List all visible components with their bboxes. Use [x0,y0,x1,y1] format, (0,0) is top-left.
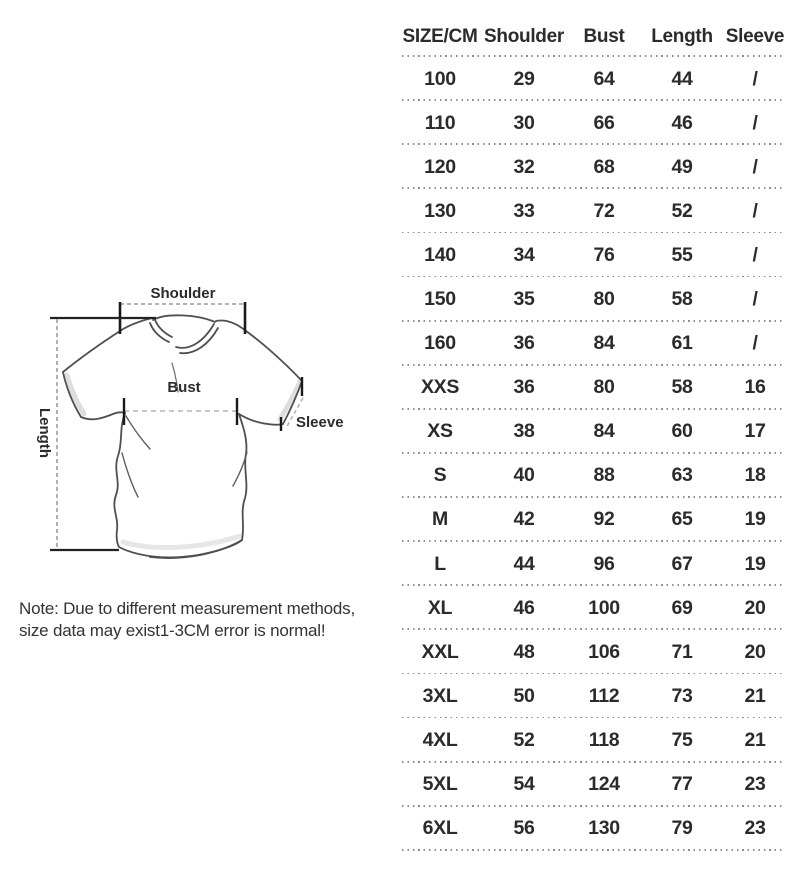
table-cell: 58 [671,288,693,311]
table-cell: 88 [593,464,615,487]
table-cell: 54 [513,773,535,796]
size-table [398,17,788,851]
table-cell: 52 [671,199,693,222]
table-cell: M [432,508,448,531]
table-cell: 19 [744,552,766,575]
table-row [398,101,788,145]
table-cell: / [752,288,758,311]
table-cell: 112 [588,684,620,707]
table-row [398,674,788,718]
table-cell: 21 [744,728,766,751]
table-row [398,542,788,586]
bust-dimension-line [124,379,238,425]
table-cell: 79 [671,817,693,840]
table-cell: 46 [513,596,535,619]
size-table-header-row [398,17,788,57]
table-cell: 20 [744,640,766,663]
measurement-note-line2: size data may exist1-3CM error is normal! [19,620,326,640]
table-cell: 80 [593,376,615,399]
measurement-note-line1: Note: Due to different measurement methods, [19,599,355,618]
table-cell: 75 [671,728,693,751]
table-cell: 30 [513,111,535,134]
table-row [398,366,788,410]
table-row [398,498,788,542]
table-cell: 100 [424,67,456,90]
table-cell: 106 [588,640,620,663]
size-table-body [398,57,788,851]
table-row [398,322,788,366]
table-cell: 36 [513,376,535,399]
table-cell: 21 [744,684,766,707]
table-cell: 38 [513,420,535,443]
table-cell: 110 [424,111,456,134]
table-cell: 17 [744,420,766,443]
table-cell: / [752,67,758,90]
tshirt-highlight-bands [67,375,300,548]
table-cell: 63 [671,464,693,487]
table-cell: 120 [424,155,456,178]
table-cell: 73 [671,684,693,707]
table-row [398,233,788,277]
table-row [398,454,788,498]
table-cell: 150 [424,288,456,311]
column-header-sleeve: Sleeve [725,26,785,47]
table-cell: 44 [671,67,693,90]
table-cell: 77 [671,773,693,796]
table-cell: L [434,552,446,575]
table-cell: / [752,243,758,266]
table-cell: 33 [513,199,535,222]
column-header-bust: Bust [583,26,625,47]
table-cell: 124 [588,773,620,796]
table-cell: 92 [593,508,615,531]
tshirt-diagram [0,270,395,590]
table-cell: 20 [744,596,766,619]
table-cell: 5XL [422,773,458,796]
table-cell: 40 [513,464,535,487]
table-cell: 42 [513,508,535,531]
table-cell: 48 [513,640,535,663]
table-cell: 32 [513,155,535,178]
table-cell: 46 [671,111,693,134]
table-cell: 68 [593,155,615,178]
table-cell: 67 [671,552,693,575]
table-cell: 60 [671,420,693,443]
table-cell: 130 [424,199,456,222]
table-cell: / [752,111,758,134]
table-cell: 58 [671,376,693,399]
table-cell: 35 [513,288,535,311]
table-cell: 56 [513,817,535,840]
table-row [398,189,788,233]
table-cell: / [752,332,758,355]
table-row [398,145,788,189]
table-cell: 6XL [422,817,458,840]
table-cell: 44 [513,552,535,575]
table-cell: 130 [588,817,620,840]
column-header-length: Length [651,26,713,47]
table-cell: 84 [593,420,615,443]
table-cell: 49 [671,155,693,178]
table-cell: 100 [588,596,620,619]
table-row [398,57,788,101]
table-cell: 34 [513,243,535,266]
column-header-size: SIZE/CM [402,26,478,47]
table-cell: 69 [671,596,693,619]
table-cell: 52 [513,728,535,751]
table-cell: 140 [424,243,456,266]
table-cell: 71 [671,640,693,663]
table-cell: 3XL [422,684,458,707]
shoulder-label: Shoulder [150,285,216,302]
table-cell: XL [427,596,453,619]
table-cell: 76 [593,243,615,266]
table-row [398,763,788,807]
table-cell: 118 [588,728,620,751]
table-cell: 16 [744,376,766,399]
length-label: Length [36,408,53,458]
measurement-note [19,598,389,641]
table-cell: 61 [671,332,693,355]
column-header-shoulder: Shoulder [484,26,564,47]
table-cell: 29 [513,67,535,90]
table-cell: 55 [671,243,693,266]
table-cell: 64 [593,67,615,90]
table-cell: 50 [513,684,535,707]
table-cell: / [752,199,758,222]
table-cell: 65 [671,508,693,531]
table-row [398,410,788,454]
table-row [398,277,788,321]
table-cell: 36 [513,332,535,355]
table-cell: 19 [744,508,766,531]
table-cell: 80 [593,288,615,311]
table-cell: 66 [593,111,615,134]
table-cell: 18 [744,464,766,487]
table-cell: 72 [593,199,615,222]
shoulder-dimension-line [120,285,245,334]
table-cell: 23 [744,773,766,796]
table-cell: 160 [424,332,456,355]
table-cell: XXS [420,376,460,399]
tshirt-outline [63,315,302,558]
table-cell: 23 [744,817,766,840]
table-row [398,807,788,851]
table-cell: S [433,464,447,487]
table-row [398,718,788,762]
table-row [398,630,788,674]
table-cell: 4XL [422,728,458,751]
table-cell: XS [427,420,453,443]
table-row [398,586,788,630]
table-cell: XXL [421,640,459,663]
bust-label: Bust [167,379,201,396]
table-cell: 96 [593,552,615,575]
table-cell: / [752,155,758,178]
sleeve-label: Sleeve [296,414,344,431]
table-cell: 84 [593,332,615,355]
